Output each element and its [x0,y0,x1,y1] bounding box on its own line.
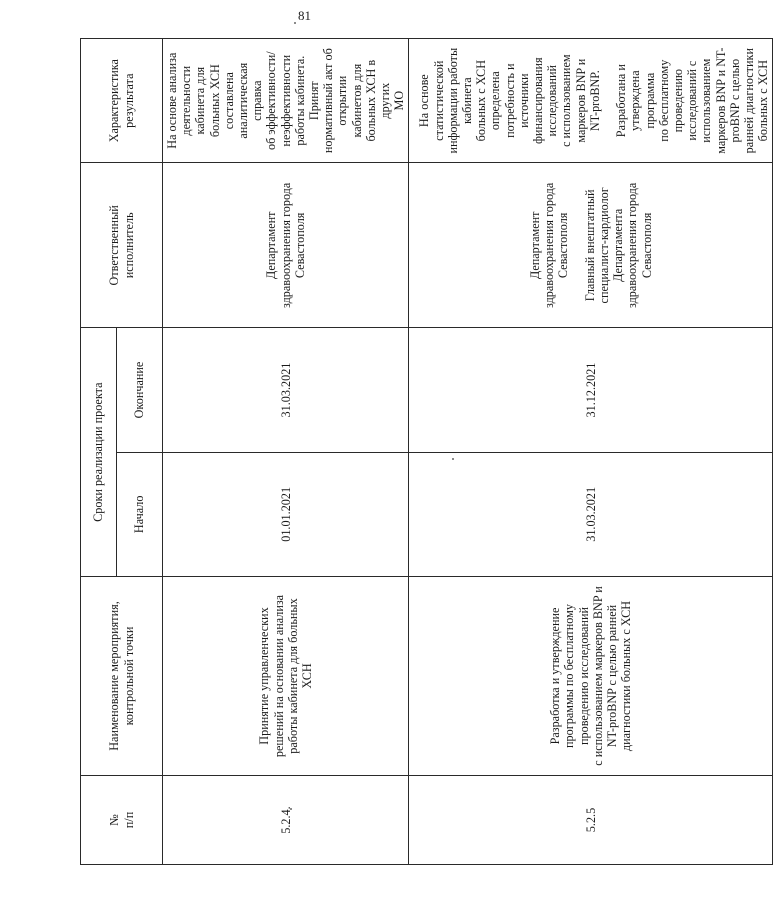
table-row [409,39,773,865]
row-num: 5.2.5 [409,776,773,865]
executor-part-a: Департамент здравоохранения города Севастополя [528,182,571,309]
scan-speck [294,22,296,24]
row-result: На основе анализа деятельности кабинета для больных ХСН составлена аналитическая справка об эффективности/неэффективности работы кабинета. Принят нормативный акт об открытии кабинетов для больных ХСН в других МО [163,39,409,163]
row-end: 31.12.2021 [409,328,773,452]
row-end: 31.03.2021 [163,328,409,452]
row-name: Принятие управленческих решений на основании анализа работы кабинета для больных ХСН [163,577,409,776]
spacer [571,168,583,322]
header-executor: Ответственный исполнитель [81,163,163,328]
row-num: 5.2.4. [163,776,409,865]
result-part-a: На основе статистической информации работы кабинета больных с ХСН определена потребность и источники финансирования исследований с использованием маркеров BNP и NT-proBNP. [417,47,602,154]
row-name: Разработка и утверждение программы по бесплатному проведению исследований с использованием маркеров BNP и NT-proBNP с целью ранней диагностики больных с ХСН [409,577,773,776]
header-num: № п/п [81,776,163,865]
row-result [409,39,773,163]
row-start: 31.03.2021 [409,452,773,576]
header-end: Окончание [117,328,163,452]
header-row [81,39,117,865]
row-start: 01.01.2021 [163,452,409,576]
row-executor: Департамент здравоохранения города Севастополя [163,163,409,328]
header-name: Наименование мероприятия, контрольной точки [81,577,163,776]
results-table [80,38,773,865]
header-period: Сроки реализации проекта [81,328,117,577]
table-row [163,39,409,865]
page-number: 81 [298,8,311,23]
spacer [602,44,614,157]
header-start: Начало [117,452,163,576]
header-result: Характеристика результата [81,39,163,163]
executor-part-b: Главный внештатный специалист-кардиолог Департамента здравоохранения города Севастополя [582,182,654,309]
result-part-b: Разработана и утверждена программа по бесплатному проведению исследований с использованием маркеров BNP и NT-proBNP с целью ранней диагностики больных с ХСН [614,47,771,154]
table-container [80,38,771,865]
row-executor [409,163,773,328]
